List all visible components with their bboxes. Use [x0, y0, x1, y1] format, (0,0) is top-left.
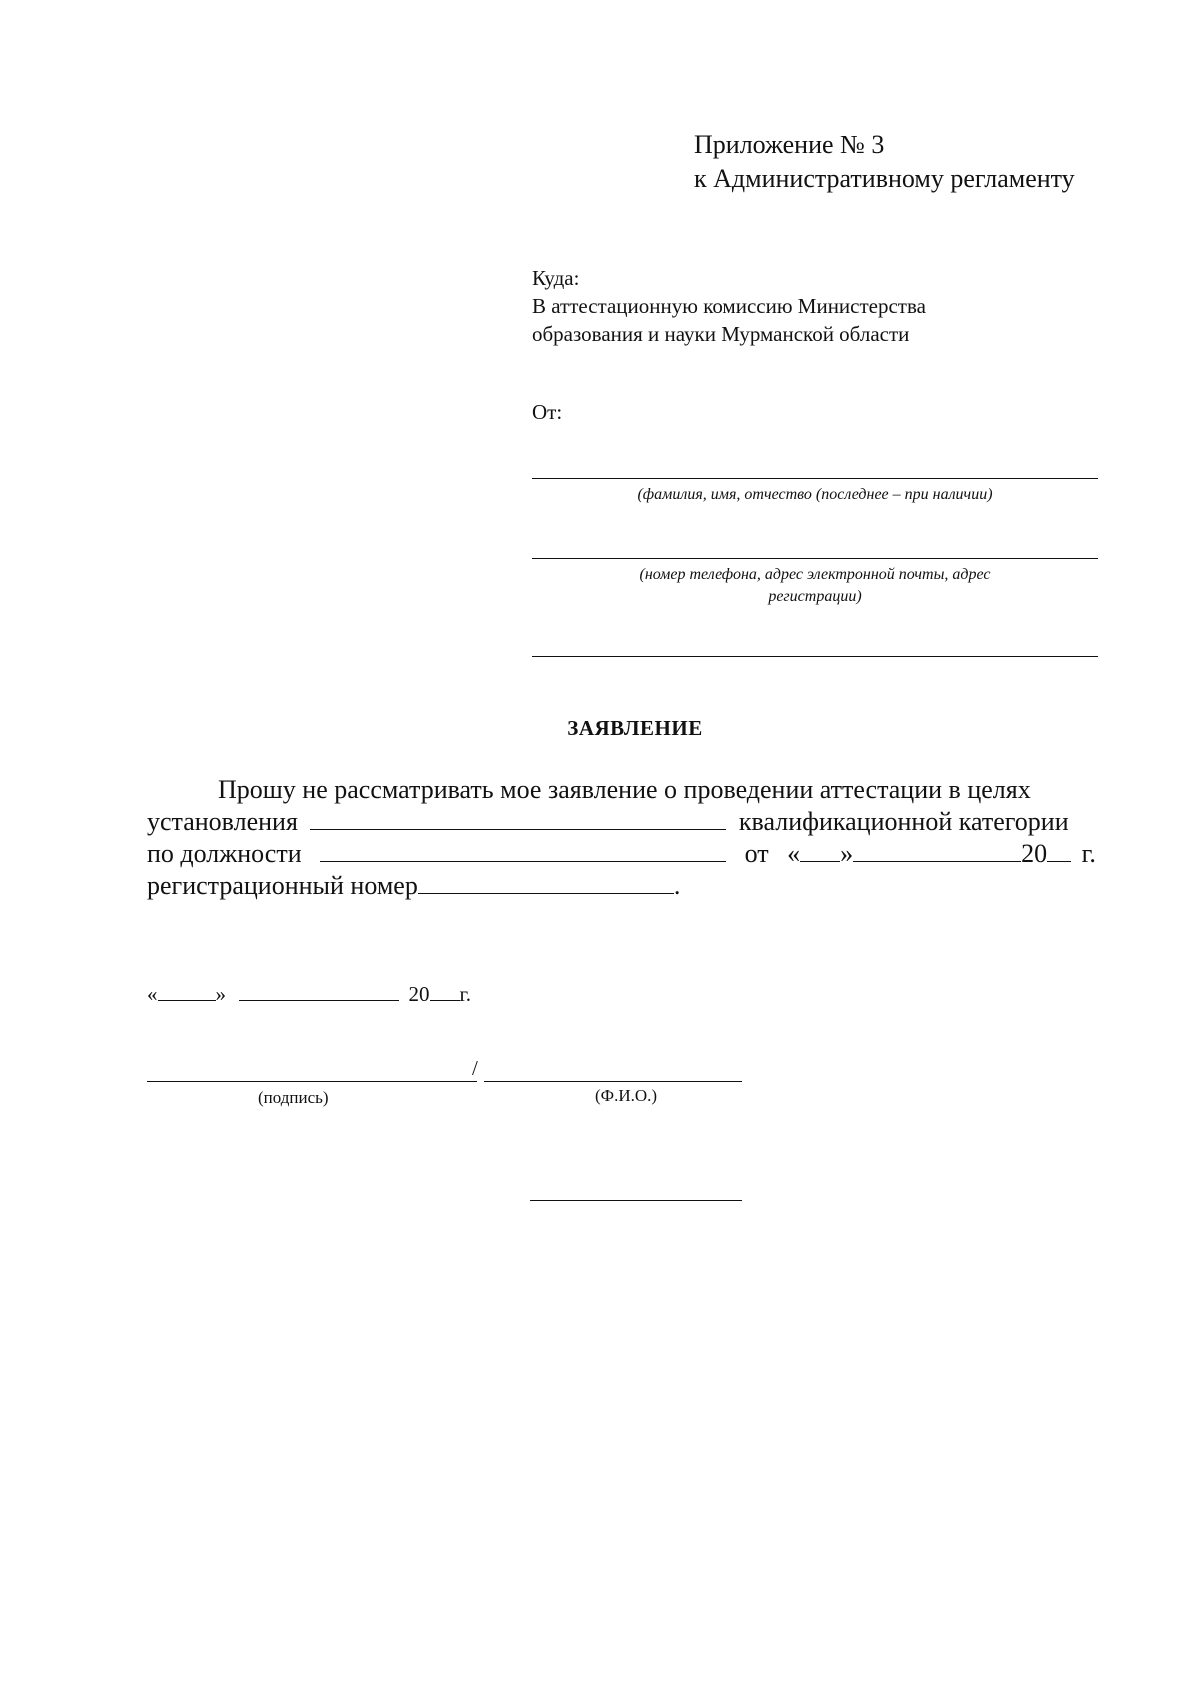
from-contacts-caption-2: регистрации)	[768, 588, 862, 605]
statement-day-field[interactable]	[800, 839, 840, 862]
appendix-number: Приложение № 3	[694, 130, 885, 159]
statement-establish-label: установления	[147, 807, 298, 836]
date-year-field[interactable]	[430, 978, 460, 1001]
category-field[interactable]	[310, 807, 726, 830]
statement-line-3	[147, 838, 1096, 870]
statement-quote-close: »	[840, 839, 854, 868]
full-name-line[interactable]	[484, 1081, 742, 1082]
addressee-block	[532, 264, 926, 348]
statement-line-2	[147, 806, 1069, 838]
full-name-caption: (Ф.И.О.)	[595, 1086, 658, 1105]
statement-line-1: Прошу не рассматривать мое заявление о проведении аттестации в целях	[218, 775, 1031, 804]
statement-month-field[interactable]	[853, 839, 1021, 862]
from-name-line[interactable]	[532, 478, 1098, 479]
from-contacts-caption-1: (номер телефона, адрес электронной почты, адрес	[639, 566, 991, 583]
from-contacts-line[interactable]	[532, 558, 1098, 559]
to-line-1: В аттестационную комиссию Министерства	[532, 294, 926, 318]
statement-period: .	[673, 871, 681, 900]
statement-line-4	[147, 870, 680, 902]
statement-from-label: от	[744, 839, 769, 868]
from-name-caption: (фамилия, имя, отчество (последнее – при наличии)	[637, 486, 993, 503]
to-line-2: образования и науки Мурманской области	[532, 322, 910, 346]
from-extra-line[interactable]	[532, 656, 1098, 657]
date-quote-close: »	[215, 982, 226, 1006]
statement-position-label: по должности	[147, 839, 302, 868]
statement-year-prefix: 20	[1021, 839, 1048, 868]
document-title: ЗАЯВЛЕНИЕ	[567, 716, 703, 740]
position-field[interactable]	[320, 839, 726, 862]
appendix-header	[694, 128, 1075, 196]
statement-registration-label: регистрационный номер	[147, 871, 418, 900]
registration-number-field[interactable]	[418, 871, 674, 894]
from-label: От:	[532, 400, 563, 424]
appendix-reference: к Административному регламенту	[694, 164, 1075, 193]
date-year-prefix: 20	[408, 982, 430, 1006]
signature-separator: /	[472, 1056, 478, 1080]
date-year-suffix: г.	[459, 982, 471, 1006]
signature-caption: (подпись)	[258, 1088, 329, 1107]
statement-quote-open: «	[787, 839, 801, 868]
statement-year-suffix: г.	[1081, 839, 1096, 868]
date-month-field[interactable]	[239, 978, 399, 1001]
to-label: Куда:	[532, 266, 580, 290]
date-day-field[interactable]	[158, 978, 216, 1001]
statement-category-label: квалификационной категории	[738, 807, 1069, 836]
bottom-blank-line[interactable]	[530, 1200, 742, 1201]
statement-year-field[interactable]	[1047, 839, 1071, 862]
signature-line[interactable]	[147, 1081, 477, 1082]
date-line	[147, 978, 471, 1007]
date-quote-open: «	[147, 982, 158, 1006]
